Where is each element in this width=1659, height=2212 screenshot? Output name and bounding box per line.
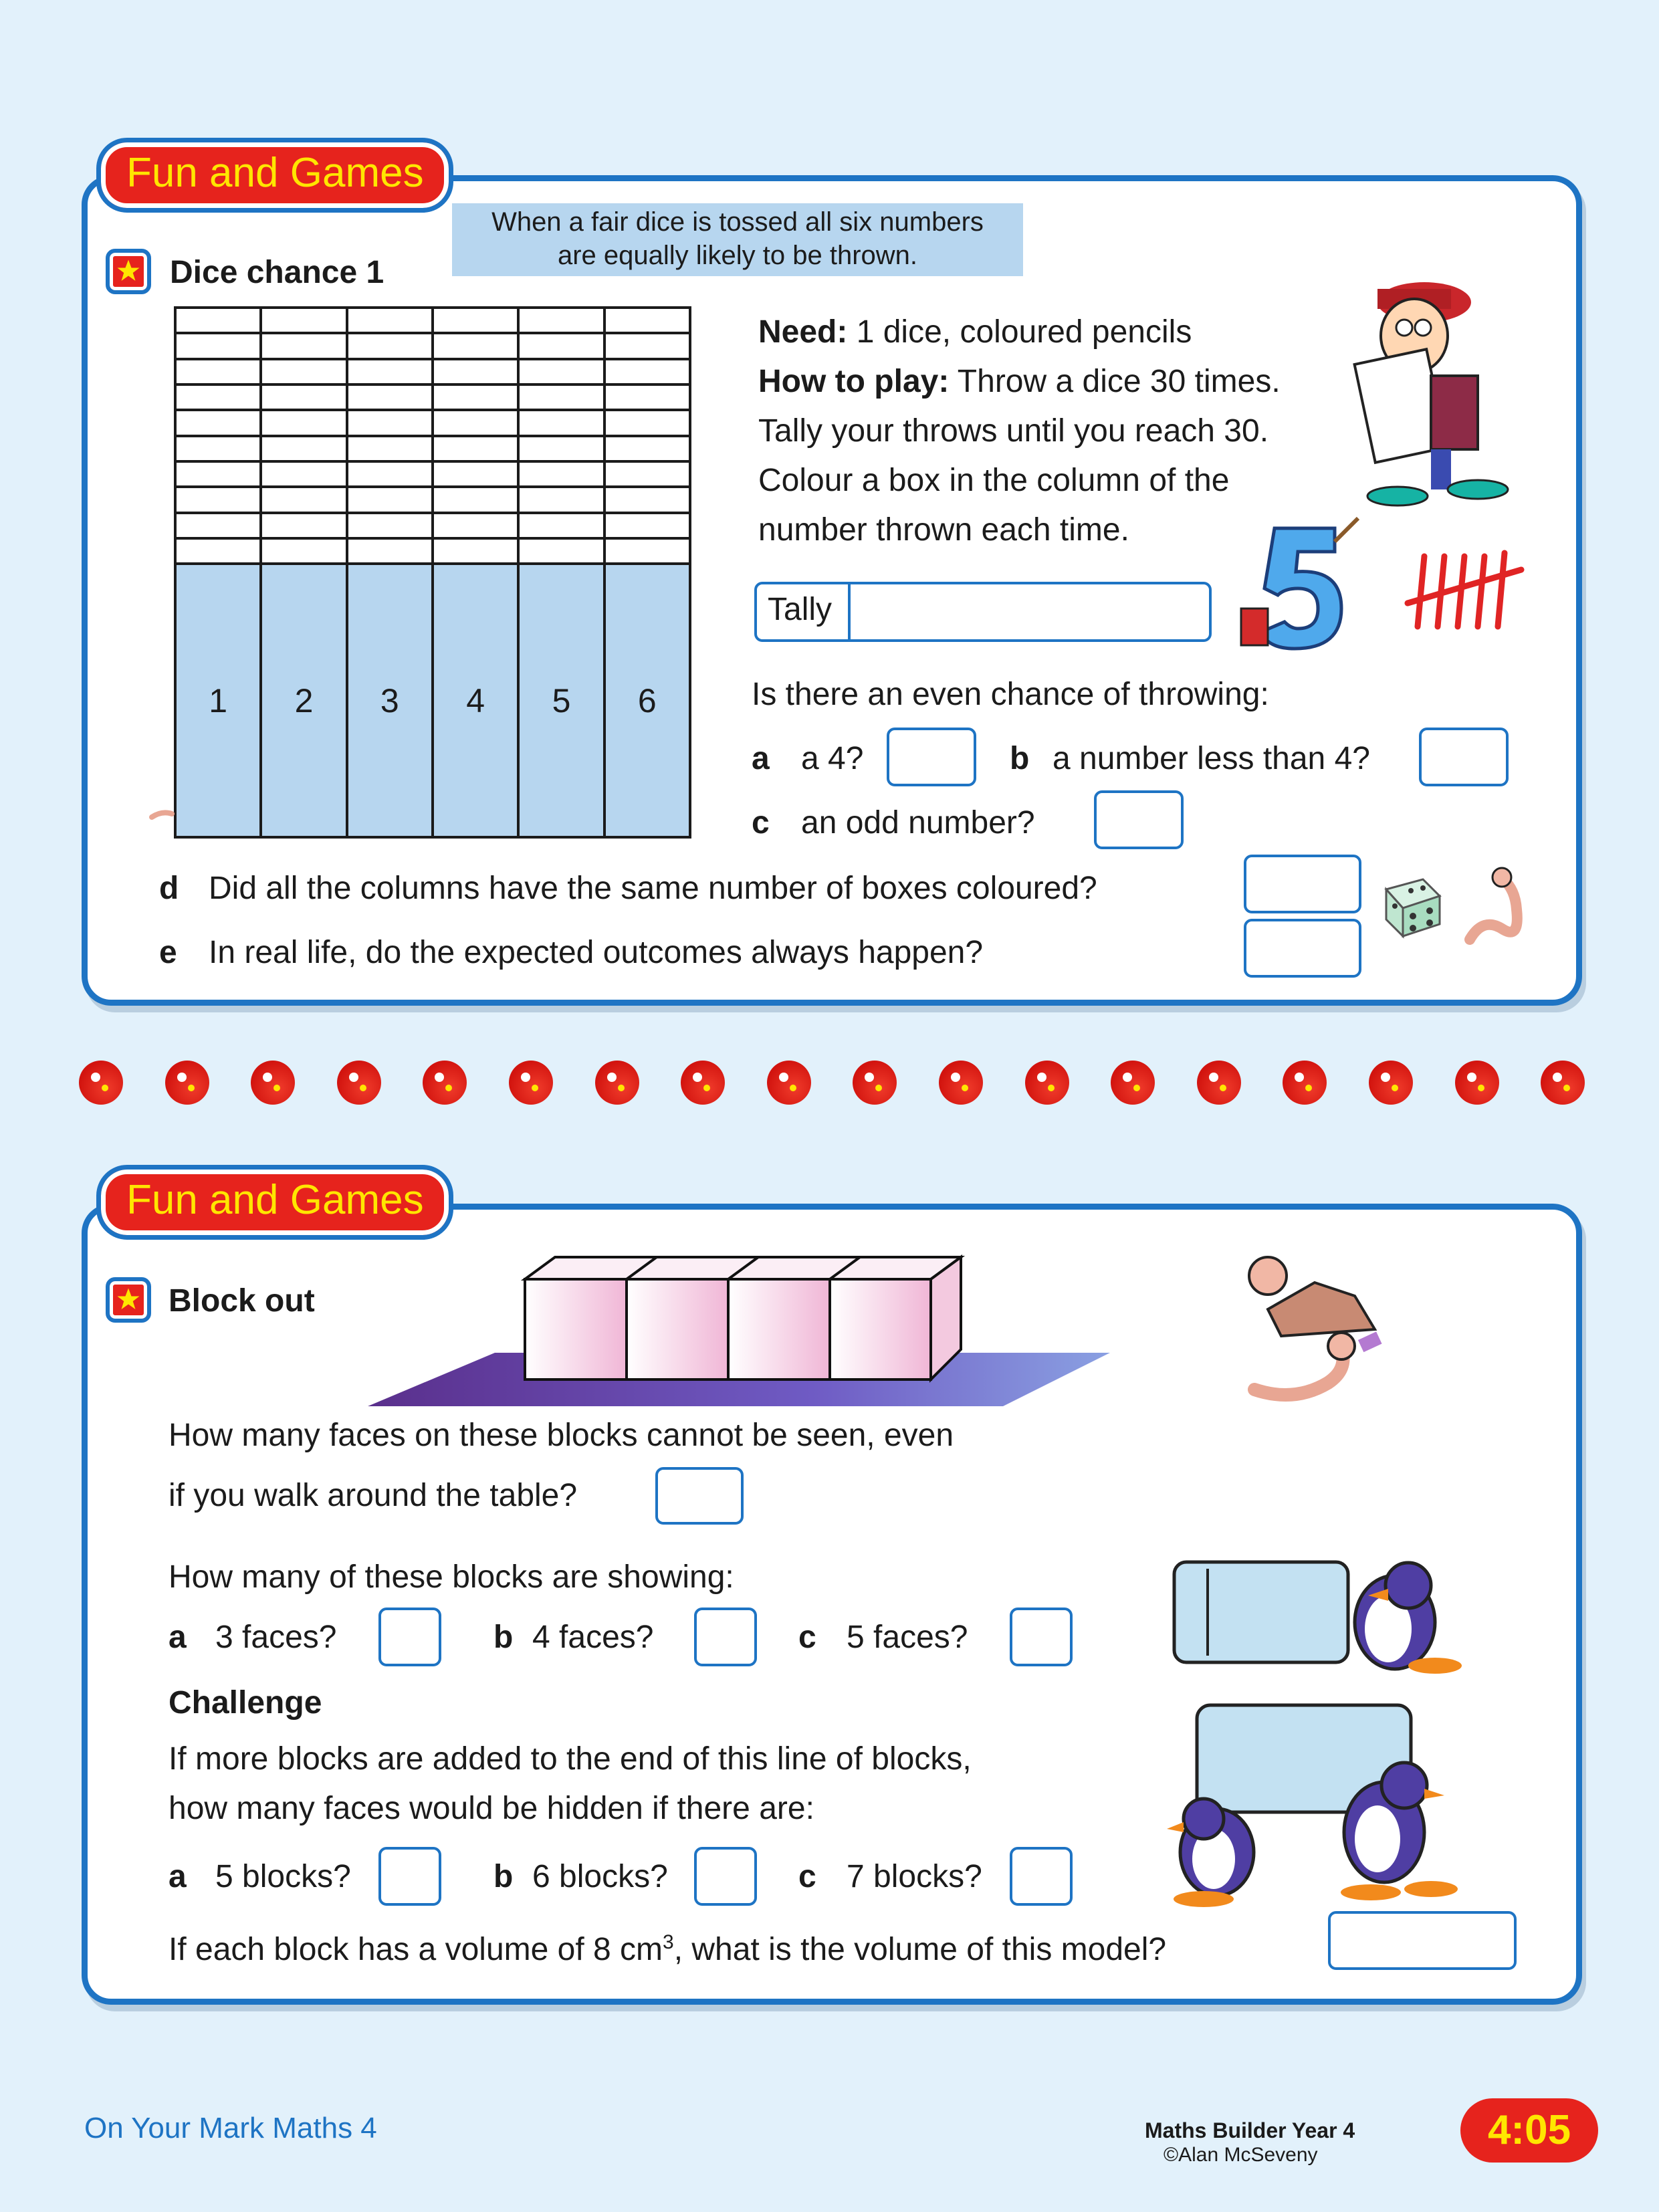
- decorative-dot: [79, 1061, 123, 1105]
- penguins-carrying-ice-icon: [1130, 1698, 1464, 1912]
- page-number-badge: [1460, 2098, 1598, 2163]
- star-icon: [106, 249, 151, 294]
- challenge-line-2: how many faces would be hidden if there are:: [169, 1791, 814, 1826]
- instruction-line-4: Colour a box in the column of the: [758, 463, 1230, 498]
- grid-cell[interactable]: [433, 436, 518, 461]
- grid-column-number: 6: [604, 564, 690, 837]
- grid-cell[interactable]: [175, 333, 261, 358]
- answer-hidden-faces-box[interactable]: [655, 1467, 744, 1525]
- boy-with-notepad-icon: [1351, 249, 1511, 510]
- blocks-on-table-illustration: [361, 1249, 1117, 1416]
- answer-c-box[interactable]: [1094, 790, 1184, 849]
- grid-column-number: 3: [347, 564, 433, 837]
- grid-cell[interactable]: [518, 308, 604, 333]
- grid-row: [175, 461, 690, 487]
- worm-small-icon: [148, 797, 175, 824]
- volume-superscript: 3: [663, 1931, 674, 1953]
- grid-cell[interactable]: [347, 410, 433, 435]
- star-icon: [106, 1277, 151, 1323]
- grid-row: [175, 333, 690, 358]
- q3-c-letter: c: [798, 1859, 816, 1894]
- decorative-dot: [1283, 1061, 1327, 1105]
- question-intro: Is there an even chance of throwing:: [752, 677, 1269, 712]
- grid-cell[interactable]: [175, 513, 261, 538]
- decorative-dot: [1025, 1061, 1069, 1105]
- grid-cell[interactable]: [261, 410, 346, 435]
- decorative-dot: [509, 1061, 553, 1105]
- grid-row: [175, 359, 690, 384]
- info-note-line2: are equally likely to be thrown.: [557, 241, 918, 270]
- decorative-dot: [853, 1061, 897, 1105]
- need-text: 1 dice, coloured pencils: [847, 314, 1192, 350]
- section-tag: Fun and Games: [96, 1165, 453, 1240]
- grid-cell[interactable]: [518, 359, 604, 384]
- grid-cell[interactable]: [261, 538, 346, 564]
- question-e-text: In real life, do the expected outcomes always happen?: [209, 935, 984, 970]
- question-c-text: an odd number?: [801, 805, 1035, 841]
- grid-cell[interactable]: [261, 487, 346, 512]
- grid-number-row: [175, 564, 690, 837]
- grid-cell[interactable]: [347, 538, 433, 564]
- question-c-letter: c: [752, 805, 770, 841]
- grid-cell[interactable]: [604, 308, 690, 333]
- tally-divider: [848, 584, 851, 639]
- q3-b-text: 6 blocks?: [532, 1859, 668, 1894]
- grid-cell[interactable]: [261, 308, 346, 333]
- grid-cell[interactable]: [433, 333, 518, 358]
- grid-cell[interactable]: [604, 384, 690, 410]
- grid-row: [175, 487, 690, 512]
- grid-cell[interactable]: [347, 513, 433, 538]
- grid-cell[interactable]: [347, 436, 433, 461]
- decorative-dot: [1369, 1061, 1413, 1105]
- decorative-dot: [165, 1061, 209, 1105]
- grid-cell[interactable]: [261, 333, 346, 358]
- decorative-dot: [1541, 1061, 1585, 1105]
- dice-icon: [1376, 869, 1450, 943]
- grid-cell[interactable]: [175, 359, 261, 384]
- grid-cell[interactable]: [347, 461, 433, 487]
- answer-6-blocks-box[interactable]: [694, 1847, 757, 1906]
- grid-cell[interactable]: [261, 513, 346, 538]
- grid-cell[interactable]: [347, 487, 433, 512]
- question-d-text: Did all the columns have the same number of boxes coloured?: [209, 871, 1097, 906]
- grid-cell[interactable]: [347, 384, 433, 410]
- question-b-letter: b: [1010, 741, 1030, 776]
- page-number: 4:05: [1487, 2107, 1571, 2153]
- grid-row: [175, 308, 690, 333]
- decorative-dot: [595, 1061, 639, 1105]
- decorative-dot: [251, 1061, 295, 1105]
- answer-7-blocks-box[interactable]: [1010, 1847, 1073, 1906]
- grid-column-number: 5: [518, 564, 604, 837]
- answer-5-blocks-box[interactable]: [378, 1847, 441, 1906]
- instruction-line-5: number thrown each time.: [758, 512, 1129, 548]
- answer-d-box[interactable]: [1244, 855, 1361, 913]
- grid-cell[interactable]: [261, 436, 346, 461]
- grid-cell[interactable]: [604, 487, 690, 512]
- q3-c-text: 7 blocks?: [847, 1859, 982, 1894]
- grid-column-number: 2: [261, 564, 346, 837]
- info-note: [452, 203, 1023, 276]
- grid-cell[interactable]: [604, 333, 690, 358]
- decorative-dot: [1197, 1061, 1241, 1105]
- decorative-dot: [939, 1061, 983, 1105]
- grid-cell[interactable]: [433, 308, 518, 333]
- decorative-dot: [423, 1061, 467, 1105]
- grid-cell[interactable]: [604, 359, 690, 384]
- grid-cell[interactable]: [433, 410, 518, 435]
- activity-heading: Block out: [169, 1283, 315, 1319]
- q3-a-text: 5 blocks?: [215, 1859, 351, 1894]
- grid-cell[interactable]: [175, 538, 261, 564]
- grid-cell[interactable]: [433, 384, 518, 410]
- howto-label: How to play:: [758, 364, 950, 399]
- q3-a-letter: a: [169, 1859, 187, 1894]
- grid-cell[interactable]: [433, 538, 518, 564]
- question-a-text: a 4?: [801, 741, 864, 776]
- answer-3-faces-box[interactable]: [378, 1608, 441, 1666]
- worm-icon: [1456, 863, 1537, 950]
- number-five-painter-icon: [1234, 515, 1361, 655]
- series-title: On Your Mark Maths 4: [84, 2112, 377, 2144]
- decorative-dot: [1111, 1061, 1155, 1105]
- grid-cell[interactable]: [175, 384, 261, 410]
- grid-cell[interactable]: [518, 461, 604, 487]
- book-title: Maths Builder Year 4: [1145, 2118, 1355, 2142]
- grid-row: [175, 384, 690, 410]
- decorative-dot: [337, 1061, 381, 1105]
- howto-line: [758, 357, 1360, 407]
- volume-text-pre: If each block has a volume of 8 cm: [169, 1932, 663, 1967]
- q3-b-letter: b: [493, 1859, 514, 1894]
- grid-cell[interactable]: [518, 513, 604, 538]
- info-note-line1: When a fair dice is tossed all six numbers: [491, 207, 984, 237]
- volume-text-post: , what is the volume of this model?: [673, 1932, 1167, 1967]
- grid-cell[interactable]: [261, 384, 346, 410]
- grid-column-number: 1: [175, 564, 261, 837]
- grid-cell[interactable]: [604, 461, 690, 487]
- grid-cell[interactable]: [518, 384, 604, 410]
- grid-cell[interactable]: [518, 538, 604, 564]
- grid-cell[interactable]: [433, 359, 518, 384]
- answer-e-box[interactable]: [1244, 919, 1361, 978]
- grid-cell[interactable]: [175, 410, 261, 435]
- grid-cell[interactable]: [604, 513, 690, 538]
- grid-cell[interactable]: [261, 461, 346, 487]
- howto-text: Throw a dice 30 times.: [949, 364, 1281, 399]
- decorative-dot: [767, 1061, 811, 1105]
- question-1-line-1: How many faces on these blocks cannot be seen, even: [169, 1418, 954, 1453]
- q2-b-text: 4 faces?: [532, 1620, 654, 1655]
- grid-cell[interactable]: [347, 333, 433, 358]
- challenge-line-1: If more blocks are added to the end of this line of blocks,: [169, 1741, 972, 1777]
- instruction-line-3: Tally your throws until you reach 30.: [758, 413, 1269, 449]
- penguin-pushing-ice-icon: [1168, 1549, 1475, 1676]
- grid-cell[interactable]: [518, 410, 604, 435]
- grid-cell[interactable]: [175, 308, 261, 333]
- tally-label: Tally: [768, 592, 833, 627]
- grid-cell[interactable]: [347, 308, 433, 333]
- grid-cell[interactable]: [433, 513, 518, 538]
- section-tag: Fun and Games: [96, 138, 453, 213]
- answer-4-faces-box[interactable]: [694, 1608, 757, 1666]
- grid-cell[interactable]: [518, 487, 604, 512]
- q2-a-text: 3 faces?: [215, 1620, 337, 1655]
- grid-cell[interactable]: [433, 461, 518, 487]
- activity-heading: Dice chance 1: [170, 255, 384, 290]
- grid-row: [175, 410, 690, 435]
- question-2-intro: How many of these blocks are showing:: [169, 1559, 734, 1595]
- grid-cell[interactable]: [604, 538, 690, 564]
- grid-cell[interactable]: [261, 359, 346, 384]
- decorative-dot: [681, 1061, 725, 1105]
- decorative-dot: [1455, 1061, 1499, 1105]
- q2-a-letter: a: [169, 1620, 187, 1655]
- need-label: Need:: [758, 314, 848, 350]
- answer-volume-box[interactable]: [1328, 1911, 1517, 1970]
- tally-marks-icon: [1404, 543, 1525, 637]
- q2-c-text: 5 faces?: [847, 1620, 968, 1655]
- grid-cell[interactable]: [175, 436, 261, 461]
- question-d-letter: d: [159, 871, 179, 906]
- volume-question: [169, 1918, 1166, 1975]
- answer-5-faces-box[interactable]: [1010, 1608, 1073, 1666]
- question-a-letter: a: [752, 741, 770, 776]
- grid-row: [175, 436, 690, 461]
- question-b-text: a number less than 4?: [1053, 741, 1370, 776]
- question-1-line-2: if you walk around the table?: [169, 1478, 578, 1513]
- grid-cell[interactable]: [604, 410, 690, 435]
- answer-a-box[interactable]: [887, 728, 976, 786]
- grid-cell[interactable]: [604, 436, 690, 461]
- grid-cell[interactable]: [347, 359, 433, 384]
- copyright: ©Alan McSeveny: [1164, 2144, 1318, 2166]
- question-e-letter: e: [159, 935, 177, 970]
- grid-cell[interactable]: [518, 333, 604, 358]
- challenge-heading: Challenge: [169, 1685, 322, 1721]
- grid-row: [175, 538, 690, 564]
- grid-cell[interactable]: [175, 487, 261, 512]
- tally-grid[interactable]: [174, 306, 691, 839]
- q2-b-letter: b: [493, 1620, 514, 1655]
- grid-cell[interactable]: [518, 436, 604, 461]
- worm-with-rock-icon: [1241, 1249, 1408, 1410]
- q2-c-letter: c: [798, 1620, 816, 1655]
- answer-b-box[interactable]: [1419, 728, 1509, 786]
- grid-row: [175, 513, 690, 538]
- need-line: [758, 308, 1360, 357]
- grid-cell[interactable]: [175, 461, 261, 487]
- grid-cell[interactable]: [433, 487, 518, 512]
- grid-column-number: 4: [433, 564, 518, 837]
